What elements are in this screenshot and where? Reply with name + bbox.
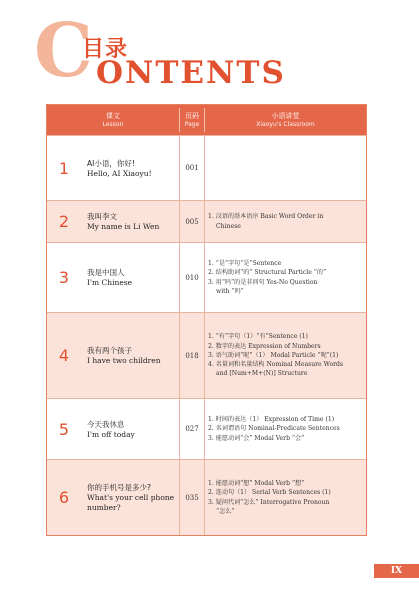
lesson-number: 6 (58, 488, 70, 507)
classroom-topic-line: 1. 汉语的基本语序 Basic Word Order in (208, 213, 324, 221)
lesson-title-en: Hello, AI Xiaoyu! (87, 168, 152, 178)
column-header-classroom (205, 105, 366, 135)
classroom-topic-line: 3. 能愿动词“会” Modal Verb “会” (208, 434, 305, 442)
lesson-row (47, 200, 366, 242)
classroom-topic-line: 2. 名词谓语句 Nominal-Predicate Sentences (208, 425, 340, 433)
lesson-title-cn: 我叫李文 (87, 212, 117, 221)
contents-table (46, 104, 367, 536)
column-header-lesson (47, 105, 179, 135)
lesson-row (47, 459, 366, 535)
lesson-page-number: 005 (185, 217, 199, 226)
title-chinese: 目录 (82, 37, 129, 62)
column-header-classroom-en: Xiaoyu's Classroom (256, 120, 315, 128)
column-header-page-en: Page (184, 120, 200, 128)
title-english: ONTENTS (96, 55, 286, 91)
classroom-topic-line: 3. 语气助词“呢”（1） Modal Particle “呢”(1) (208, 351, 339, 359)
lesson-number: 2 (58, 212, 70, 231)
lesson-title-cn: 你的手机号是多少? (87, 483, 151, 492)
lesson-number: 3 (58, 268, 70, 287)
lesson-number: 1 (58, 158, 70, 178)
lesson-title-en: I have two children (87, 356, 161, 365)
lesson-title-en: I'm off today (87, 429, 135, 439)
lesson-row (47, 312, 366, 398)
column-header-page (180, 105, 204, 135)
lesson-page-number: 010 (185, 273, 199, 282)
lesson-title (87, 136, 179, 200)
lesson-row (47, 135, 366, 200)
classroom-topic-line: Chinese (216, 222, 241, 230)
column-header-classroom-cn: 小语讲堂 (271, 111, 300, 120)
column-header-lesson-en: Lesson (102, 120, 124, 128)
classroom-topic-line: 3. 用“吗”的是非问句 Yes-No Question (208, 278, 318, 286)
lesson-title-cn: 今天我休息 (87, 419, 125, 429)
classroom-topic-line: 2. 数字的表达 Expression of Numbers (208, 342, 321, 350)
lesson-title-cn: 我是中国人 (87, 268, 125, 277)
classroom-topic-line: 3. 疑问代词“怎么” Interrogative Pronoun (208, 498, 330, 506)
classroom-topics (208, 136, 363, 200)
lesson-page-number: 018 (185, 351, 199, 360)
column-divider (179, 135, 180, 535)
classroom-topic-line: 1. “有”字句（1）“有”Sentence (1) (208, 333, 308, 341)
table-header (47, 105, 366, 135)
classroom-topics (208, 460, 363, 535)
lesson-page-number: 027 (185, 425, 199, 433)
lesson-title (87, 313, 179, 398)
classroom-topic-line: and [Num+M+(N)] Structure (216, 370, 308, 378)
column-header-page-cn: 页码 (185, 111, 199, 120)
lesson-title-cn: AI小语，你好! (87, 158, 135, 168)
classroom-topics (208, 399, 363, 459)
classroom-topics (208, 201, 363, 242)
lesson-page-number: 001 (185, 164, 199, 172)
lesson-title (87, 243, 179, 312)
classroom-topic-line: 2. 结构助词“的” Structural Particle “的” (208, 269, 327, 277)
classroom-topics (208, 313, 363, 398)
classroom-topic-line: 2. 连动句（1） Serial Verb Sentences (1) (208, 489, 331, 497)
lesson-number: 4 (58, 346, 70, 365)
classroom-topic-line: 4. 名量词和名量结构 Nominal Measure Words (208, 361, 344, 369)
lesson-row (47, 242, 366, 312)
classroom-topic-line: “怎么” (216, 507, 235, 515)
lesson-title (87, 460, 179, 535)
classroom-topics (208, 243, 363, 312)
lesson-title-cn: 我有两个孩子 (87, 346, 132, 355)
lesson-number: 5 (58, 419, 70, 439)
classroom-topic-line: 1. “是”字句“是”Sentence (208, 260, 282, 268)
lesson-row (47, 398, 366, 459)
title-initial-letter: C (34, 8, 93, 94)
lesson-title-en: I'm Chinese (87, 278, 133, 287)
lesson-title-en: number? (87, 503, 121, 512)
classroom-topic-line: with “吗” (216, 287, 244, 295)
lesson-title (87, 399, 179, 459)
lesson-title-en: My name is Li Wen (87, 222, 160, 231)
lesson-page-number: 035 (185, 493, 199, 502)
lesson-title (87, 201, 179, 242)
lesson-title-en: What's your cell phone (87, 493, 175, 502)
page-number-tab: IX (374, 564, 419, 578)
classroom-topic-line: 1. 时间的表达（1） Expression of Time (1) (208, 416, 335, 424)
column-header-lesson-cn: 课文 (106, 111, 120, 120)
column-divider (204, 135, 205, 535)
classroom-topic-line: 1. 能愿动词“想” Modal Verb “想” (208, 480, 305, 488)
